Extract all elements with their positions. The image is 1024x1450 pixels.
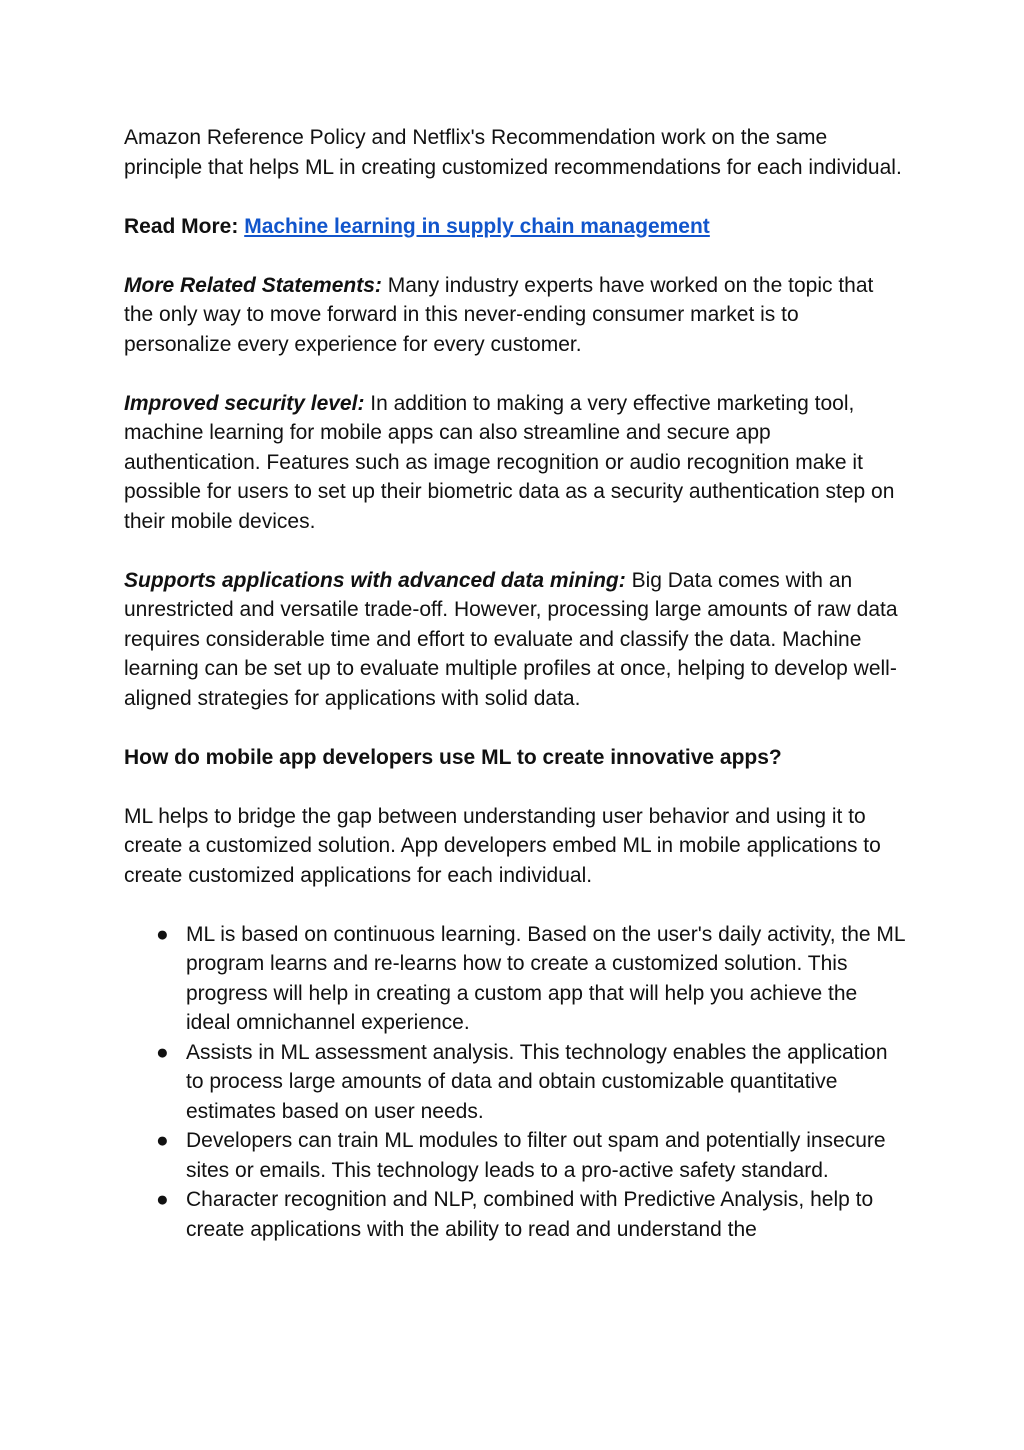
security-text: In addition to making a very effective marketing tool, machine learning for mobile apps can also streamline and secure app authentication. Features such as image recognition or audio recognition make it possible for users to set up their biometric data as a security authentication step on their mobile devices. — [124, 391, 895, 533]
list-item — [124, 1185, 906, 1244]
data-mining-text: Big Data comes with an unrestricted and versatile trade-off. However, processing large amounts of raw data requires considerable time and effort to evaluate and classify the data. Machine learning can be set up to evaluate multiple profiles at once, helping to develop well-aligned strategies for applications with solid data. — [124, 568, 898, 710]
list-item — [124, 1126, 906, 1185]
bullet-list — [124, 920, 906, 1245]
bullet-icon: ● — [156, 922, 169, 946]
security-paragraph — [124, 389, 906, 537]
list-item — [124, 920, 906, 1038]
list-item-text: ML is based on continuous learning. Based on the user's daily activity, the ML program learns and re-learns how to create a customized solution. This progress will help in creating a custom app that will help you achieve the ideal omnichannel experience. — [186, 922, 905, 1034]
list-item-text: Character recognition and NLP, combined with Predictive Analysis, help to create applications with the ability to read and understand the — [186, 1188, 874, 1241]
bullet-icon: ● — [156, 1129, 169, 1152]
list-item-text: Developers can train ML modules to filter out spam and potentially insecure sites or emails. This technology leads to a pro-active safety standard. — [186, 1129, 886, 1182]
related-statements-paragraph — [124, 271, 906, 360]
bullet-icon: ● — [156, 1188, 169, 1211]
related-statements-label: More Related Statements: — [124, 273, 382, 297]
data-mining-paragraph — [124, 566, 906, 714]
intro-paragraph: Amazon Reference Policy and Netflix's Recommendation work on the same principle that helps ML in creating customized recommendations for each individual. — [124, 126, 902, 179]
document-page — [124, 123, 906, 1244]
list-item-text: Assists in ML assessment analysis. This technology enables the application to process large amounts of data and obtain customizable quantitative estimates based on user needs. — [186, 1040, 888, 1123]
read-more-paragraph — [124, 212, 906, 242]
related-statements-text: Many industry experts have worked on the topic that the only way to move forward in this never-ending consumer market is to personalize every experience for every customer. — [124, 273, 874, 356]
read-more-label: Read More: — [124, 214, 239, 238]
bullet-icon: ● — [156, 1040, 169, 1064]
supply-chain-link[interactable]: Machine learning in supply chain management — [244, 214, 710, 238]
list-item — [124, 1038, 906, 1127]
data-mining-label: Supports applications with advanced data mining: — [124, 568, 626, 592]
bridge-paragraph: ML helps to bridge the gap between understanding user behavior and using it to create a customized solution. App developers embed ML in mobile applications to create customized applications for each individual. — [124, 804, 881, 887]
section-heading: How do mobile app developers use ML to create innovative apps? — [124, 745, 782, 769]
security-label: Improved security level: — [124, 391, 365, 415]
